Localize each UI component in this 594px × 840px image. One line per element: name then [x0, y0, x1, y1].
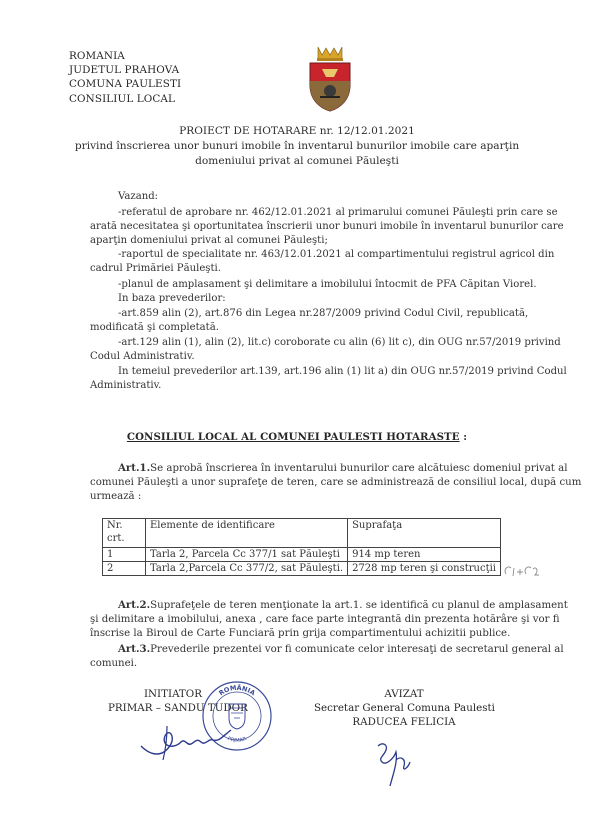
table-cell: 2: [103, 562, 146, 576]
art2-text: şi delimitare a imobilului, anexa , care face parte integrantă din prezenta hotărâre şi vor fi: [90, 614, 560, 625]
table-cell: Tarla 2, Parcela Cc 377/1 sat Păuleşti: [146, 548, 348, 562]
header-country: ROMANIA: [69, 50, 125, 62]
preamble-line: -art.859 alin (2), art.876 din Legea nr.287/2009 privind Codul Civil, republicată,: [118, 308, 529, 319]
approval-title: Secretar General Comuna Paulesti: [314, 702, 495, 714]
art3-label: Art.3.: [118, 643, 151, 655]
table-cell: 1: [103, 548, 146, 562]
property-table: [102, 518, 501, 576]
document-subtitle-line2: domeniului privat al comunei Păuleşti: [195, 155, 399, 167]
preamble-line: -planul de amplasament şi delimitare a imobilului întocmit de PFA Căpitan Viorel.: [118, 279, 537, 290]
preamble-line: modificată şi completată.: [90, 322, 219, 333]
header-county: JUDETUL PRAHOVA: [69, 64, 180, 77]
preamble-line: cadrul Primăriei Păuleşti.: [90, 263, 221, 274]
decision-heading: [0, 431, 594, 443]
art2-text: Suprafeţele de teren menţionate la art.1. se identifică cu planul de amplasament: [150, 600, 568, 611]
table-row: [103, 548, 501, 562]
coat-of-arms-icon: [304, 45, 356, 113]
art2-label: Art.2.: [118, 599, 151, 611]
art3-text: comunei.: [90, 658, 138, 669]
preamble-line: aparţin domeniului privat al comunei Păuleşti;: [90, 235, 328, 246]
table-header-cell: [103, 519, 146, 548]
table-cell: 914 mp teren: [348, 548, 501, 562]
approval-block: [314, 687, 494, 729]
table-cell: 2728 mp teren şi construcţii: [348, 562, 501, 576]
handwritten-note: [502, 563, 540, 579]
issuer-header: [69, 49, 181, 106]
header-crt: crt.: [107, 533, 125, 544]
approval-name: RADUCEA FELICIA: [352, 716, 456, 728]
stamp-bottom-text: PRIMAR: [226, 736, 248, 745]
preamble-line: arată necesitatea şi oportunitatea înscrierii unor bunuri imobile în inventarul bunurilor care: [90, 221, 564, 232]
preamble-line: In temeiul prevederilor art.139, art.196 alin (1) lit a) din OUG nr.57/2019 privind Codul: [118, 366, 567, 377]
art2-text: înscrise la Biroul de Carte Funciară prin grija compartimentului achizitii publice.: [90, 628, 511, 639]
preamble-line: In baza prevederilor:: [118, 293, 226, 304]
table-header-cell: Suprafaţa: [348, 519, 501, 548]
table-header-cell: Elemente de identificare: [146, 519, 348, 548]
approval-label: AVIZAT: [384, 688, 424, 700]
preamble-line: Administrativ.: [90, 380, 162, 391]
header-nr: Nr.: [107, 520, 123, 531]
initiator-name: PRIMAR – SANDU TUDOR: [108, 702, 248, 714]
preamble-line: -raportul de specialitate nr. 463/12.01.2021 al compartimentului registrul agricol din: [118, 249, 555, 260]
initiator-signature: [137, 716, 237, 762]
decision-heading-text: CONSILIUL LOCAL AL COMUNEI PAULESTI HOTARASTE: [126, 431, 460, 443]
table-row: [103, 562, 501, 576]
document-title: PROIECT DE HOTARARE nr. 12/12.01.2021: [179, 125, 415, 137]
table-cell: Tarla 2,Parcela Cc 377/2, sat Păuleşti.: [146, 562, 348, 576]
art3-text: Prevederile prezentei vor fi comunicate celor interesaţi de secretarul general al: [150, 644, 564, 655]
preamble-vazand: Vazand:: [118, 191, 159, 202]
art1-text: urmează :: [90, 491, 142, 502]
stamp-top-text: ROMÂNIA: [217, 683, 257, 698]
art1-label: Art.1.: [118, 462, 151, 474]
preamble-line: Codul Administrativ.: [90, 351, 195, 362]
header-commune: COMUNA PAULESTI: [69, 78, 182, 91]
document-subtitle-line1: privind înscrierea unor bunuri imobile în inventarul bunurilor imobile care aparţin: [74, 140, 520, 152]
secretary-signature: [372, 738, 412, 788]
table-header-row: [103, 519, 501, 548]
art1-text: comunei Păuleşti a unor suprafeţe de teren, care se administrează de consiliul local, după cum: [90, 477, 582, 488]
preamble-line: -art.129 alin (1), alin (2), lit.c) coroborate cu alin (6) lit c), din OUG nr.57/2019 privind: [118, 337, 561, 348]
decision-heading-colon: :: [459, 431, 468, 443]
initiator-label: INITIATOR: [143, 688, 202, 700]
art1-text: Se aprobă înscrierea în inventarului bunurilor care alcătuiesc domeniul privat al: [150, 463, 568, 474]
preamble-line: -referatul de aprobare nr. 462/12.01.2021 al primarului comunei Păuleşti prin care se: [118, 207, 558, 218]
header-council: CONSILIUL LOCAL: [69, 92, 176, 105]
